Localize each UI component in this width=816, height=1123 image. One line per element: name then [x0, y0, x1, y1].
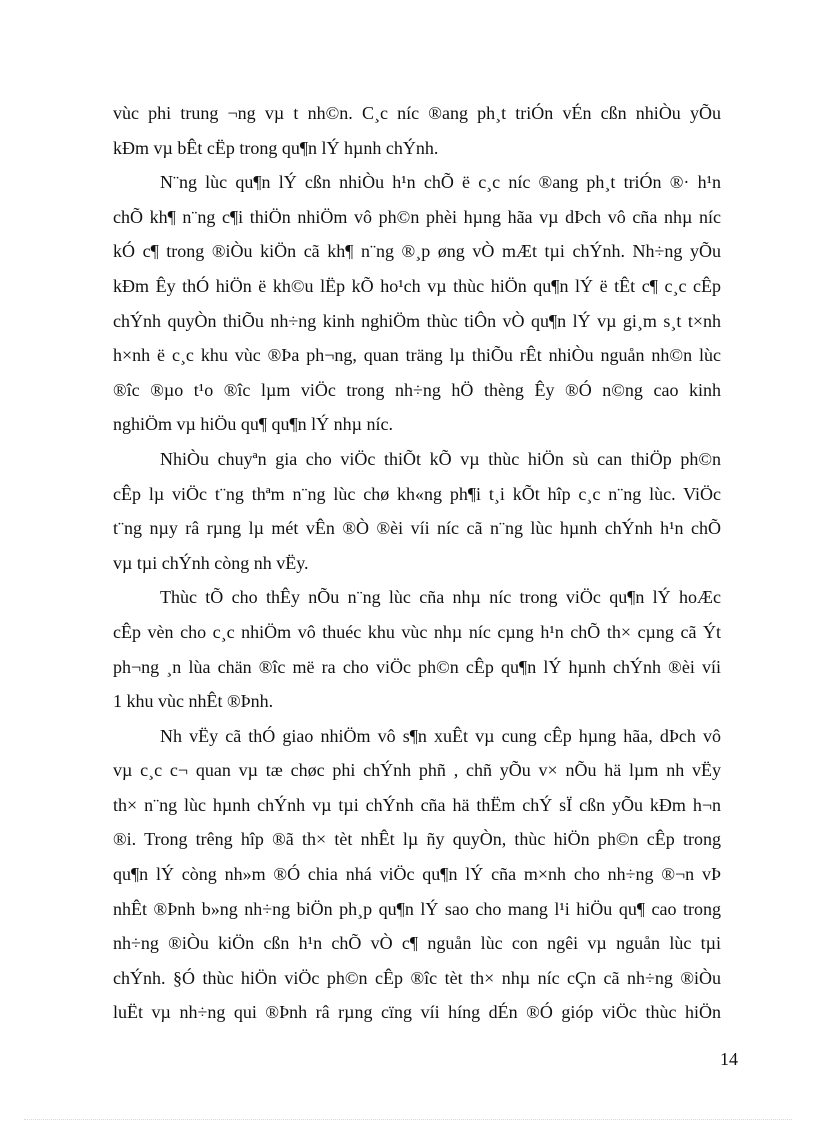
text-line: th× n¨ng lùc hµnh chÝnh vµ tµi chÝnh cña hä thËm chÝ sÏ cßn yÕu kÐm h¬n [113, 794, 721, 815]
text-line: kÓ c¶ trong ®iÒu kiÖn cã kh¶ n¨ng ®¸p øng vÒ mÆt tµi chÝnh. Nh÷ng yÕu [113, 241, 721, 262]
text-line: chÝnh quyÒn thiÕu nh÷ng kinh nghiÖm thùc tiÔn vÒ qu¶n lÝ vµ gi¸m s¸t t×nh [113, 310, 721, 331]
text-line: cÊp lµ viÖc t¨ng thªm n¨ng lùc chø kh«ng ph¶i t¸i kÕt hîp c¸c n¨ng lùc. ViÖc [113, 483, 721, 504]
text-line: kÐm vµ bÊt cËp trong qu¶n lÝ hµnh chÝnh. [113, 137, 439, 158]
text-line: Thùc tÕ cho thÊy nÕu n¨ng lùc cña nhµ níc trong viÖc qu¶n lÝ hoÆc [160, 587, 721, 608]
text-line: vµ tµi chÝnh còng nh vËy. [113, 552, 309, 573]
page-bottom-rule [24, 1119, 792, 1120]
body-text [113, 96, 721, 1030]
text-line: NhiÒu chuyªn gia cho viÖc thiÕt kÕ vµ thùc hiÖn sù can thiÖp ph©n [160, 448, 721, 469]
text-line: chÝnh. §Ó thùc hiÖn viÖc ph©n cÊp ®îc tèt th× nhµ níc cÇn cã nh÷ng ®iÒu [113, 967, 721, 988]
text-line: 1 khu vùc nhÊt ®Þnh. [113, 691, 274, 712]
text-line: ph¬ng ¸n lùa chän ®îc më ra cho viÖc ph©n cÊp qu¶n lÝ hµnh chÝnh ®èi víi [113, 656, 721, 677]
text-line: Nh vËy cã thÓ giao nhiÖm vô s¶n xuÊt vµ cung cÊp hµng hãa, dÞch vô [160, 725, 721, 746]
text-line: qu¶n lÝ còng nh»m ®Ó chia nhá viÖc qu¶n lÝ cña m×nh cho nh÷ng ®¬n vÞ [113, 864, 721, 885]
text-line: chÕ kh¶ n¨ng c¶i thiÖn nhiÖm vô ph©n phèi hµng hãa vµ dÞch vô cña nhµ níc [113, 206, 721, 227]
text-line: kÐm Êy thÓ hiÖn ë kh©u lËp kÕ ho¹ch vµ thùc hiÖn qu¶n lÝ ë tÊt c¶ c¸c cÊp [113, 275, 721, 296]
text-line: vµ c¸c c¬ quan vµ tæ chøc phi chÝnh phñ , chñ yÕu v× nÕu hä lµm nh vËy [113, 760, 721, 781]
text-line: nhÊt ®Þnh b»ng nh÷ng biÖn ph¸p qu¶n lÝ sao cho mang l¹i hiÖu qu¶ cao trong [113, 898, 721, 919]
page-number: 14 [720, 1049, 738, 1069]
text-line: luËt vµ nh÷ng qui ®Þnh râ rµng cïng víi híng dÉn ®Ó gióp viÖc thùc hiÖn [113, 1002, 721, 1023]
text-line: nh÷ng ®iÒu kiÖn cßn h¹n chÕ vÒ c¶ nguån lùc con ngêi vµ nguån lùc tµi [113, 933, 721, 954]
text-line: vùc phi trung ¬ng vµ t nh©n. C¸c níc ®ang ph¸t triÓn vÉn cßn nhiÒu yÕu [113, 103, 721, 123]
text-line: h×nh ë c¸c khu vùc ®Þa ph¬ng, quan träng lµ thiÕu rÊt nhiÒu nguån nh©n lùc [113, 345, 721, 366]
text-line: nghiÖm vµ hiÖu qu¶ qu¶n lÝ nhµ níc. [113, 414, 394, 435]
text-line: N¨ng lùc qu¶n lÝ cßn nhiÒu h¹n chÕ ë c¸c níc ®ang ph¸t triÓn ®· h¹n [160, 172, 721, 193]
text-line: cÊp vèn cho c¸c nhiÖm vô thuéc khu vùc nhµ níc cµng h¹n chÕ th× cµng cã Ýt [113, 621, 721, 642]
text-line: ®îc ®µo t¹o ®îc lµm viÖc trong nh÷ng hÖ thèng Êy ®Ó n©ng cao kinh [113, 379, 721, 400]
text-line: t¨ng nµy râ rµng lµ mét vÊn ®Ò ®èi víi níc cã n¨ng lùc hµnh chÝnh h¹n chÕ [113, 518, 721, 539]
text-line: ®i. Trong trêng hîp ®ã th× tèt nhÊt lµ ñy quyÒn, thùc hiÖn ph©n cÊp trong [113, 829, 721, 850]
